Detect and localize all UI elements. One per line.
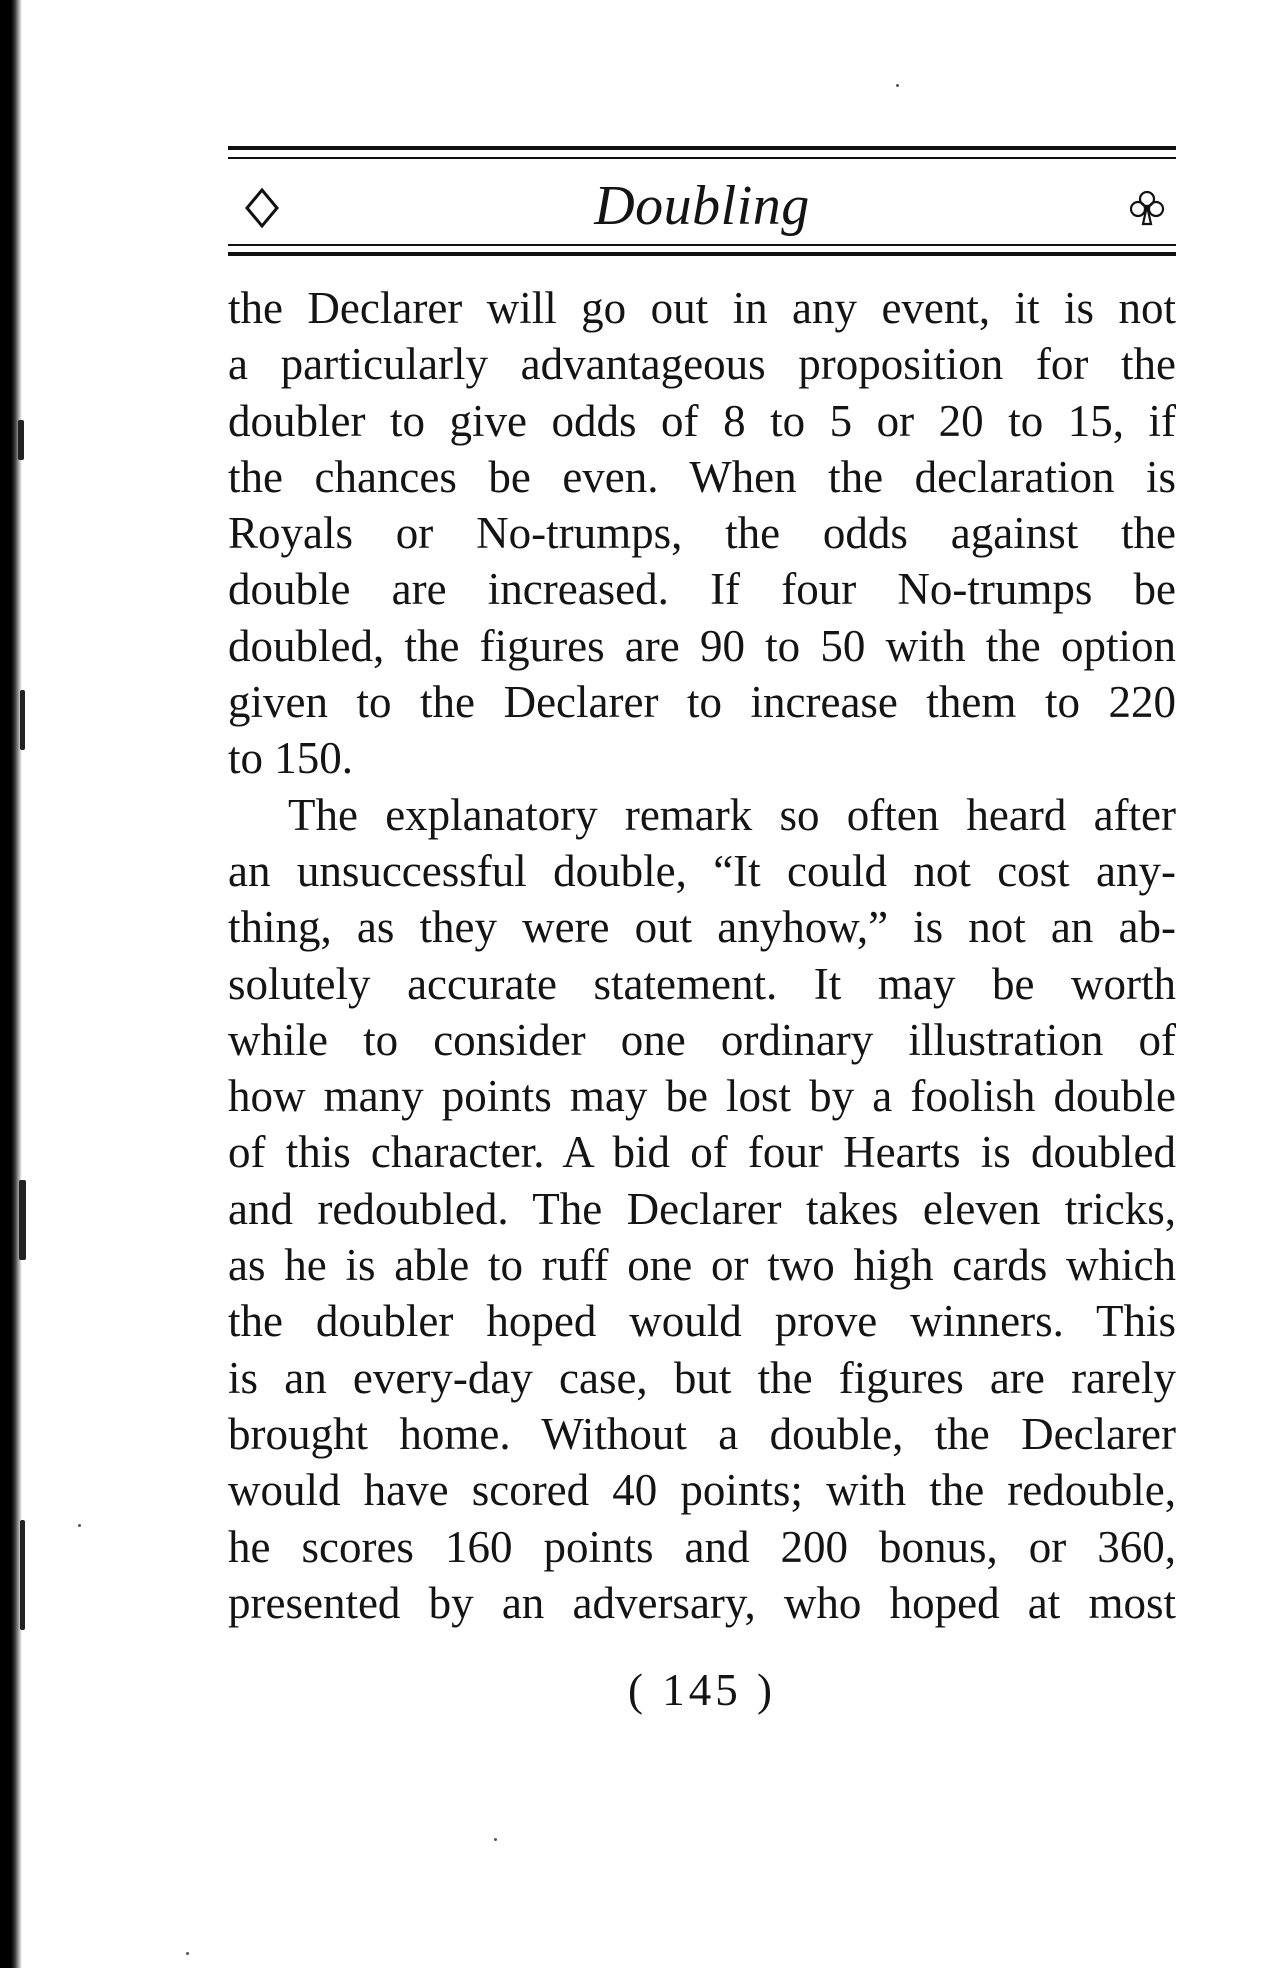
paper-speck	[896, 84, 899, 87]
text-line: The explanatory remark so often heard after	[288, 789, 1176, 840]
text-line: double are increased. If four No-trumps be	[228, 564, 1176, 615]
text-line: an unsuccessful double, “It could not cost any-	[228, 845, 1176, 896]
text-line: while to consider one ordinary illustration of	[228, 1014, 1176, 1065]
header-rule	[228, 146, 1176, 150]
text-line: given to the Declarer to increase them to 220	[228, 677, 1176, 728]
body-text	[228, 280, 1176, 1631]
text-line: to 150.	[228, 733, 354, 784]
text-line: brought home. Without a double, the Declarer	[228, 1408, 1176, 1459]
page-binding-edge	[0, 0, 22, 1968]
text-line: Royals or No-trumps, the odds against the	[228, 508, 1176, 559]
text-line: is an every-day case, but the figures are rarely	[228, 1352, 1176, 1403]
text-line: the Declarer will go out in any event, it is not	[228, 283, 1176, 333]
binding-speck	[19, 1180, 26, 1260]
text-line: presented by an adversary, who hoped at most	[228, 1577, 1176, 1628]
text-line: a particularly advantageous proposition for the	[228, 339, 1176, 390]
page-number: ( 145 )	[628, 1665, 776, 1715]
text-line: solutely accurate statement. It may be worth	[228, 958, 1176, 1009]
running-title: Doubling	[594, 175, 810, 237]
text-line: how many points may be lost by a foolish double	[228, 1071, 1176, 1122]
binding-speck	[20, 1520, 25, 1630]
header-rule	[228, 157, 1176, 159]
header-rule	[228, 244, 1176, 246]
text-line: the chances be even. When the declaration is	[228, 451, 1176, 502]
club-icon	[1130, 190, 1164, 226]
paper-speck	[186, 1952, 189, 1955]
paragraph	[228, 280, 1176, 787]
paper-speck	[494, 1838, 497, 1841]
text-line: doubled, the figures are 90 to 50 with the option	[228, 620, 1176, 671]
header-rule	[228, 252, 1176, 256]
binding-speck	[20, 690, 25, 750]
text-line: the doubler hoped would prove winners. This	[228, 1296, 1176, 1347]
text-line: of this character. A bid of four Hearts is doubled	[228, 1127, 1176, 1178]
text-line: doubler to give odds of 8 to 5 or 20 to 15, if	[228, 395, 1176, 446]
text-line: he scores 160 points and 200 bonus, or 360,	[228, 1521, 1176, 1572]
binding-speck	[18, 420, 24, 460]
text-line: would have scored 40 points; with the redouble,	[228, 1465, 1176, 1516]
text-line: thing, as they were out anyhow,” is not an ab-	[228, 902, 1176, 953]
running-header	[228, 146, 1176, 266]
text-line: and redoubled. The Declarer takes eleven tricks,	[228, 1183, 1176, 1234]
paragraph	[228, 787, 1176, 1631]
text-line: as he is able to ruff one or two high cards which	[228, 1240, 1176, 1291]
paper-speck	[78, 1524, 81, 1527]
